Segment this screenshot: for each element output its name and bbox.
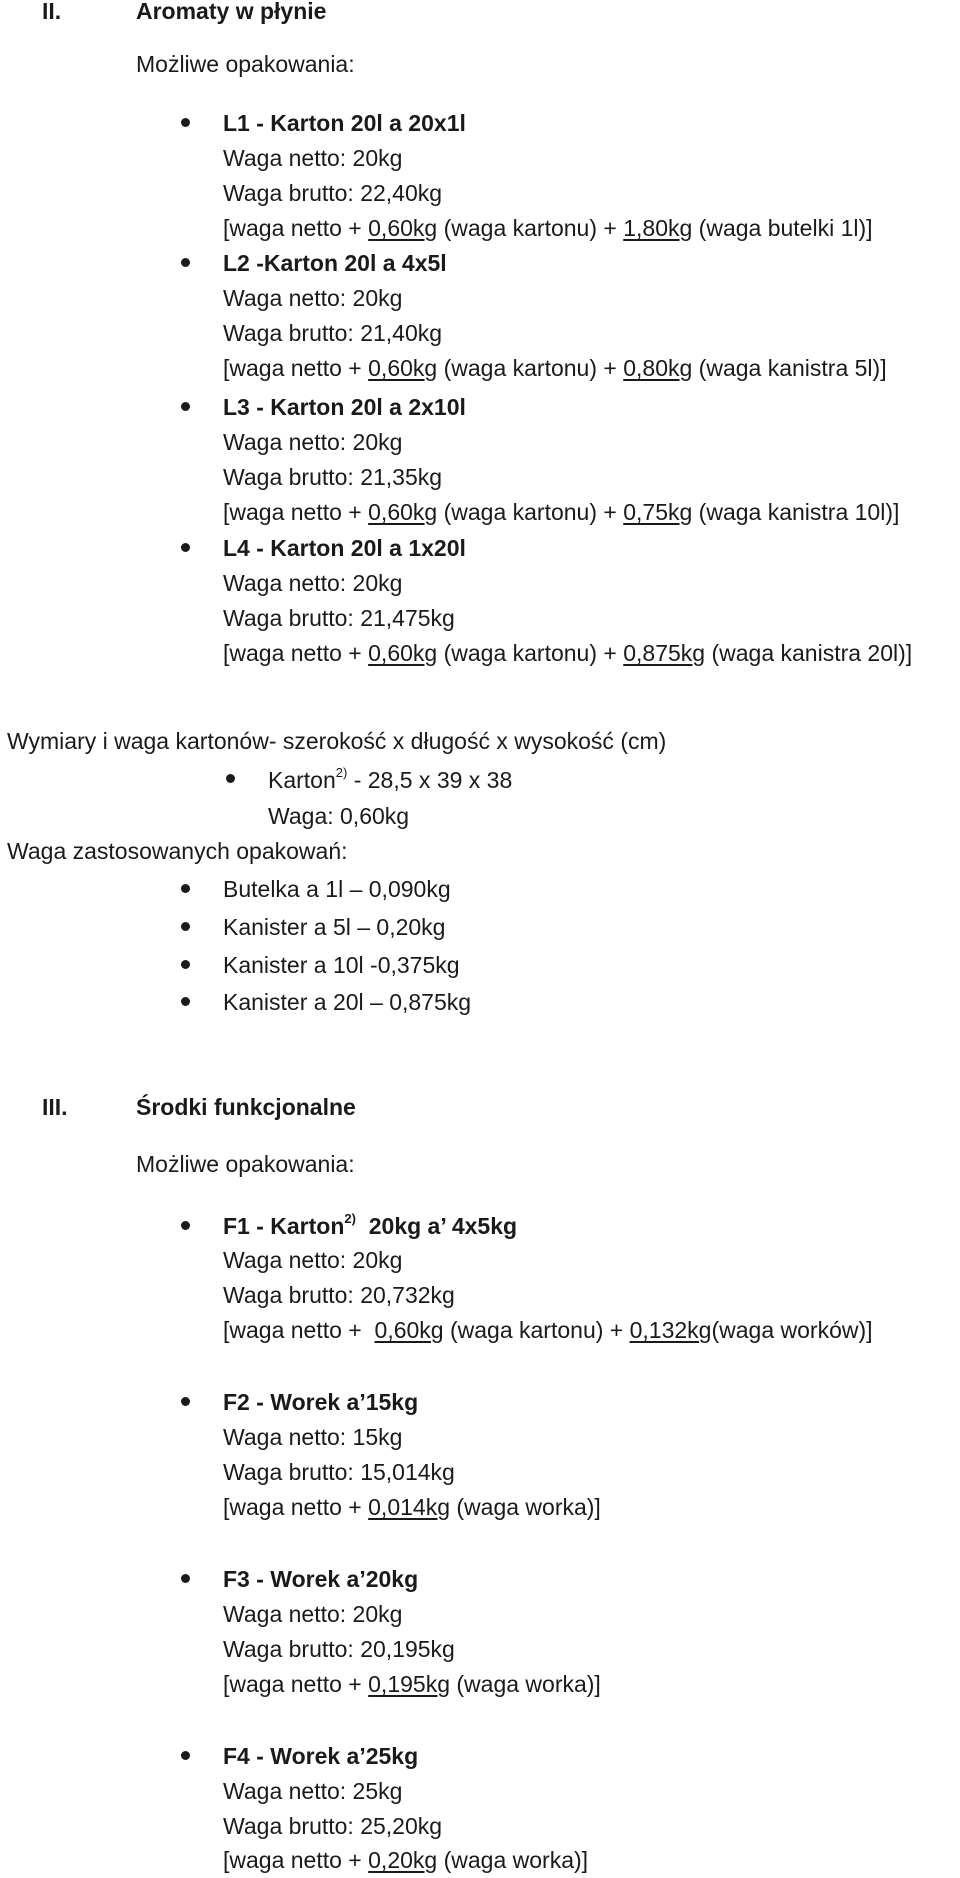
weight-formula: [waga netto + 0,60kg (waga kartonu) + 0,75kg (waga kanistra 10l)] xyxy=(223,499,900,525)
net-weight: Waga netto: 20kg xyxy=(223,1601,403,1627)
bullet-icon xyxy=(181,1751,190,1760)
bullet-icon xyxy=(181,922,190,931)
package-title: L3 - Karton 20l a 2x10l xyxy=(223,394,466,420)
net-weight: Waga netto: 20kg xyxy=(223,429,403,455)
packaging-label: Możliwe opakowania: xyxy=(136,1151,355,1177)
section-title: Aromaty w płynie xyxy=(136,0,327,24)
weights-heading: Waga zastosowanych opakowań: xyxy=(7,838,348,864)
package-title: F1 - Karton$^{2)}$ 20kg a’ 4x5kg xyxy=(223,1211,518,1239)
gross-weight: Waga brutto: 25,20kg xyxy=(223,1813,443,1839)
dimensions-heading: Wymiary i waga kartonów- szerokość x długość x wysokość (cm) xyxy=(7,728,667,754)
section-number: III. xyxy=(42,1094,68,1120)
gross-weight: Waga brutto: 20,195kg xyxy=(223,1636,455,1662)
gross-weight: Waga brutto: 22,40kg xyxy=(223,180,443,206)
packaging-weight-item: Kanister a 5l – 0,20kg xyxy=(223,914,446,940)
net-weight: Waga netto: 20kg xyxy=(223,145,403,171)
net-weight: Waga netto: 20kg xyxy=(223,1247,403,1273)
bullet-icon xyxy=(226,774,235,783)
bullet-icon xyxy=(181,884,190,893)
net-weight: Waga netto: 20kg xyxy=(223,570,403,596)
gross-weight: Waga brutto: 15,014kg xyxy=(223,1459,455,1485)
bullet-icon xyxy=(181,543,190,552)
packaging-weight-item: Kanister a 10l -0,375kg xyxy=(223,952,460,978)
packaging-weight-item: Butelka a 1l – 0,090kg xyxy=(223,876,451,902)
gross-weight: Waga brutto: 20,732kg xyxy=(223,1282,455,1308)
bullet-icon xyxy=(181,1574,190,1583)
gross-weight: Waga brutto: 21,475kg xyxy=(223,605,455,631)
weight-formula: [waga netto + 0,014kg (waga worka)] xyxy=(223,1494,601,1520)
package-title: L2 -Karton 20l a 4x5l xyxy=(223,250,447,276)
section-number: II. xyxy=(42,0,62,24)
gross-weight: Waga brutto: 21,35kg xyxy=(223,464,443,490)
package-title: F3 - Worek a’20kg xyxy=(223,1566,419,1592)
weight-formula: [waga netto + 0,60kg (waga kartonu) + 0,80kg (waga kanistra 5l)] xyxy=(223,355,887,381)
carton-weight: Waga: 0,60kg xyxy=(268,803,410,829)
section-title: Środki funkcjonalne xyxy=(136,1094,356,1120)
weight-formula: [waga netto + 0,60kg (waga kartonu) + 1,80kg (waga butelki 1l)] xyxy=(223,215,873,241)
weight-formula: [waga netto + 0,20kg (waga worka)] xyxy=(223,1847,589,1873)
net-weight: Waga netto: 15kg xyxy=(223,1424,403,1450)
weight-formula: [waga netto + 0,195kg (waga worka)] xyxy=(223,1671,601,1697)
package-title: L4 - Karton 20l a 1x20l xyxy=(223,535,466,561)
bullet-icon xyxy=(181,258,190,267)
carton-dimensions: Karton$^{2)}$ - 28,5 x 39 x 38 xyxy=(268,765,513,793)
package-title: F4 - Worek a’25kg xyxy=(223,1743,419,1769)
weight-formula: [waga netto + 0,60kg (waga kartonu) + 0,132kg(waga worków)] xyxy=(223,1317,873,1343)
gross-weight: Waga brutto: 21,40kg xyxy=(223,320,443,346)
bullet-icon xyxy=(181,1397,190,1406)
net-weight: Waga netto: 20kg xyxy=(223,285,403,311)
bullet-icon xyxy=(181,1221,190,1230)
bullet-icon xyxy=(181,997,190,1006)
package-title: L1 - Karton 20l a 20x1l xyxy=(223,110,466,136)
bullet-icon xyxy=(181,960,190,969)
bullet-icon xyxy=(181,118,190,127)
package-title: F2 - Worek a’15kg xyxy=(223,1389,419,1415)
bullet-icon xyxy=(181,402,190,411)
net-weight: Waga netto: 25kg xyxy=(223,1778,403,1804)
weight-formula: [waga netto + 0,60kg (waga kartonu) + 0,875kg (waga kanistra 20l)] xyxy=(223,640,913,666)
packaging-label: Możliwe opakowania: xyxy=(136,51,355,77)
packaging-weight-item: Kanister a 20l – 0,875kg xyxy=(223,989,472,1015)
